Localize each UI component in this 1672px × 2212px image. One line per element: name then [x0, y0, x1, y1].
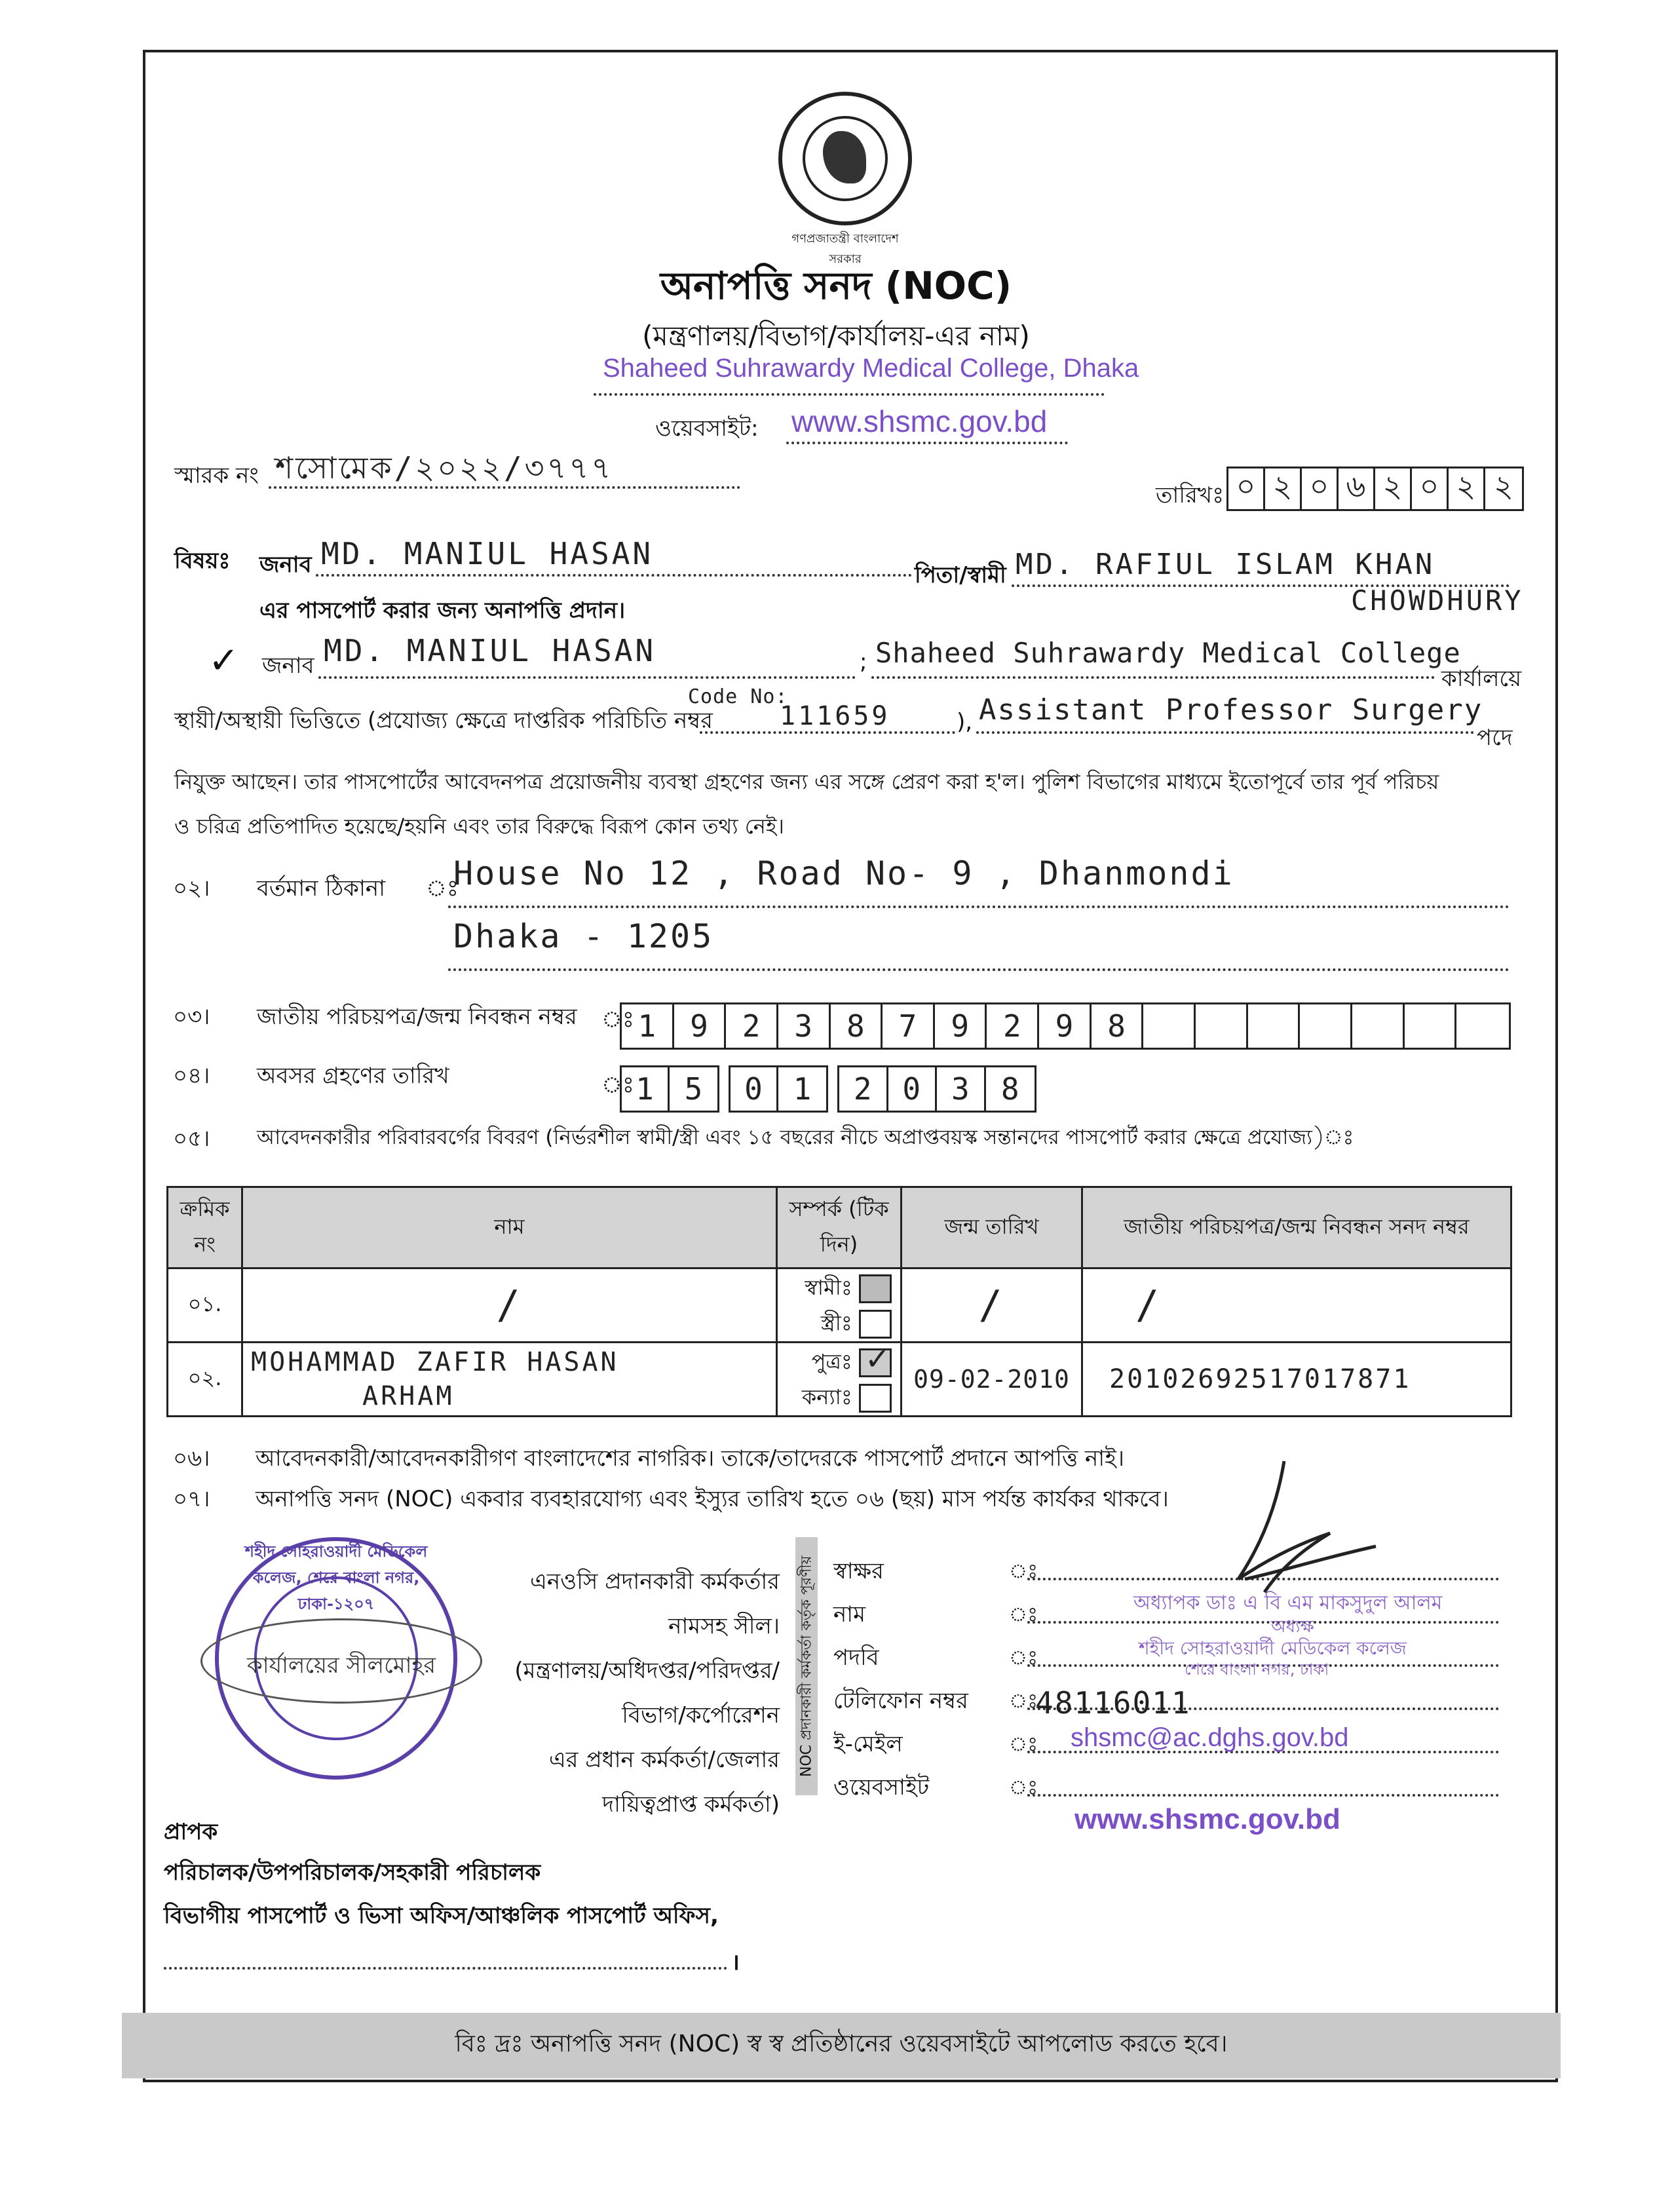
nid-box-6: 7 [883, 1004, 935, 1048]
nid-label: জাতীয় পরিচয়পত্র/জন্ম নিবন্ধন নম্বর [257, 1004, 577, 1030]
nid-box-13 [1248, 1004, 1301, 1048]
row2-dob: 09-02-2010 [902, 1343, 1082, 1417]
nid-box-8: 2 [987, 1004, 1039, 1048]
website-dotline [786, 442, 1068, 444]
address-dotline-2 [448, 968, 1510, 971]
sig-field-label: পদবি [833, 1645, 879, 1671]
office-suffix: কার্যালয়ে [1441, 666, 1522, 692]
retire-label: অবসর গ্রহণের তারিখ [257, 1063, 449, 1089]
recipient-line1: পরিচালক/উপপরিচালক/সহকারী পরিচালক [164, 1859, 541, 1886]
date-box-7: ২ [1449, 468, 1485, 509]
sig-field-label: ই-মেইল [833, 1731, 903, 1757]
sig-field-colon: ঃ [1009, 1560, 1038, 1583]
nid-box-17 [1456, 1004, 1509, 1048]
address-line1: House No 12 , Road No- 9 , Dhanmondi [453, 854, 1234, 892]
date-box-6: ০ [1412, 468, 1449, 509]
col-relation: সম্পর্ক (টিক দিন) [777, 1187, 902, 1268]
row1-relation-cell [777, 1268, 902, 1343]
sig-field-row [833, 1764, 1515, 1803]
nid-box-1: 1 [622, 1004, 674, 1048]
clause-06-num: ০৬। [173, 1445, 210, 1472]
row2-name-cell [242, 1343, 777, 1417]
table-row [168, 1343, 1511, 1417]
emblem-text: গণপ্রজাতন্ত্রী বাংলাদেশ সরকার [791, 232, 899, 266]
body-line3: নিযুক্ত আছেন। তার পাসপোর্টের আবেদনপত্র প্রয়োজনীয় ব্যবস্থা গ্রহণের জন্য এর সঙ্গে প্রেরণ করা হ'ল। পুলিশ বিভাগের মাধ্যমে ইতোপূর্বে তার পূর্ব পরিচয় [174, 769, 1439, 794]
sig-field-colon: ঃ [1009, 1647, 1038, 1669]
col-name: নাম [242, 1187, 777, 1268]
retire-boxes [620, 1065, 1065, 1113]
row1-rel-husband: স্বামীঃ [805, 1275, 852, 1300]
father-dotline [1012, 584, 1510, 587]
website-link[interactable]: www.shsmc.gov.bd [791, 404, 1048, 438]
footer-note: বিঃ দ্রঃ অনাপত্তি সনদ (NOC) স্ব স্ব প্রতিষ্ঠানের ওয়েবসাইটে আপলোড করতে হবে। [455, 2031, 1228, 2057]
nid-box-5: 8 [831, 1004, 883, 1048]
nid-box-3: 2 [726, 1004, 778, 1048]
retire-group-2 [729, 1065, 828, 1113]
nid-box-7: 9 [935, 1004, 987, 1048]
sig-field-dotline [1027, 1794, 1499, 1797]
row1-nid: / [1082, 1268, 1511, 1343]
retire-box-4: 1 [793, 1071, 812, 1107]
stamp-website[interactable]: www.shsmc.gov.bd [1074, 1803, 1340, 1835]
sig-left-line2: নামসহ সীল। [668, 1613, 780, 1639]
husband-checkbox[interactable] [859, 1274, 892, 1303]
body-janab: জনাব [262, 653, 314, 679]
row1-name-cell [242, 1268, 777, 1343]
father-name-line2: CHOWDHURY [1351, 584, 1524, 617]
nid-colon: ঃ [601, 1006, 634, 1033]
body-name: MD. MANIUL HASAN [324, 633, 656, 668]
website-label: ওয়েবসাইট: [655, 415, 759, 442]
nid-box-10: 8 [1092, 1004, 1144, 1048]
retire-box-7: 3 [937, 1067, 986, 1111]
institution-name: Shaheed Suhrawardy Medical College, Dhaka [603, 354, 1139, 383]
sig-field-dotline [1027, 1621, 1499, 1624]
col-nid: জাতীয় পরিচয়পত্র/জন্ম নিবন্ধন সনদ নম্বর [1082, 1187, 1511, 1268]
retire-box-1: 1 [622, 1067, 670, 1111]
date-box-1: ০ [1228, 468, 1265, 509]
body-org: Shaheed Suhrawardy Medical College [875, 637, 1461, 669]
post-suffix: পদে [1477, 725, 1513, 751]
col-serial: ক্রমিক নং [168, 1187, 242, 1268]
date-box-3: ০ [1302, 468, 1339, 509]
recipient-line2: বিভাগীয় পাসপোর্ট ও ভিসা অফিস/আঞ্চলিক পাসপোর্ট অফিস, [164, 1903, 719, 1929]
noc-strip: NOC প্রদানকারী কর্মকর্তা কর্তৃক পূরণীয় [795, 1537, 818, 1795]
retire-box-6: 0 [888, 1067, 938, 1111]
nid-box-14 [1300, 1004, 1352, 1048]
sig-left-line6: দায়িত্বপ্রাপ্ত কর্মকর্তা) [602, 1791, 780, 1818]
family-num: ০৫। [173, 1126, 210, 1152]
body-line4: ও চরিত্র প্রতিপাদিত হয়েছে/হয়নি এবং তার বিরুদ্ধে বিরূপ কোন তথ্য নেই। [174, 814, 784, 839]
retire-group-3 [837, 1065, 1036, 1113]
post-name: Assistant Professor Surgery [979, 693, 1483, 727]
sig-left-line3: (মন্ত্রণালয়/অধিদপ্তর/পরিদপ্তর/ [514, 1658, 780, 1684]
signatory-description [498, 1559, 780, 1827]
address-num: ০২। [173, 875, 210, 902]
sig-left-line1: এনওসি প্রদানকারী কর্মকর্তার [530, 1569, 780, 1595]
body-comma: ; [860, 649, 867, 675]
row2-name: MOHAMMAD ZAFIR HASAN [251, 1347, 619, 1377]
document-subtitle: (মন্ত্রণালয়/বিভাগ/কার্যালয়-এর নাম) [642, 320, 1030, 352]
code-paren: ), [957, 709, 973, 735]
signature-drawing [1166, 1448, 1402, 1605]
row2-serial: ০২. [168, 1343, 242, 1417]
address-line2: Dhaka - 1205 [453, 917, 714, 955]
subject-name: MD. MANIUL HASAN [321, 536, 654, 571]
row2-nid: 20102692517017871 [1082, 1343, 1511, 1417]
sig-field-label: ওয়েবসাইট [833, 1774, 930, 1801]
retire-box-8: 8 [1000, 1071, 1019, 1107]
retire-num: ০৪। [173, 1063, 210, 1089]
footer-note-bar [122, 2013, 1561, 2078]
date-box-4: ৬ [1339, 468, 1375, 509]
father-label: পিতা/স্বামী [915, 562, 1006, 588]
col-dob: জন্ম তারিখ [902, 1187, 1082, 1268]
table-row [168, 1268, 1511, 1343]
nid-box-2: 9 [674, 1004, 727, 1048]
nid-box-4: 3 [778, 1004, 831, 1048]
stamp-name: অধ্যাপক ডাঃ এ বি এম মাকসুদুল আলম [1133, 1592, 1443, 1614]
address-label: বর্তমান ঠিকানা [257, 875, 385, 902]
sig-field-colon: ঃ [1009, 1690, 1038, 1713]
sig-field-label: টেলিফোন নম্বর [833, 1688, 968, 1714]
row2-rel-daughter: কন্যাঃ [801, 1384, 852, 1409]
check-mark-icon: ✓ [208, 639, 239, 682]
row1-dob: / [902, 1268, 1082, 1343]
nid-box-12 [1196, 1004, 1248, 1048]
recipient-line3-end: । [731, 1949, 740, 1975]
recipient-dotline [164, 1967, 727, 1970]
phone-number: 48116011 [1035, 1685, 1191, 1721]
date-label: তারিখঃ [1156, 482, 1225, 508]
nid-num: ০৩। [173, 1004, 210, 1030]
address-dotline-1 [448, 906, 1510, 908]
sig-field-colon: ঃ [1009, 1733, 1038, 1756]
stamp-title: অধ্যক্ষ [1271, 1617, 1314, 1637]
seal-ring-text: শহীদ সোহরাওয়ার্দী মেডিকেল কলেজ, শেরে বাংলা নগর, ঢাকা-১২০৭ [244, 1542, 428, 1613]
nid-box-11 [1143, 1004, 1196, 1048]
sig-left-line5: এর প্রধান কর্মকর্তা/জেলার [548, 1747, 780, 1773]
clause-07-text: অনাপত্তি সনদ (NOC) একবার ব্যবহারযোগ্য এবং ইস্যুর তারিখ হতে ০৬ (ছয়) মাস পর্যন্ত কার্যকর থাকবে। [256, 1486, 1169, 1512]
clause-06-text: আবেদনকারী/আবেদনকারীগণ বাংলাদেশের নাগরিক। তাকে/তাদেরকে পাসপোর্ট প্রদানে আপত্তি নাই। [256, 1445, 1125, 1472]
stamp-org: শহীদ সোহরাওয়ার্দী মেডিকেল কলেজ [1139, 1637, 1407, 1659]
seal-center-text: কার্যালয়ের সীলমোহর [246, 1652, 436, 1679]
daughter-checkbox[interactable] [859, 1384, 892, 1413]
sig-field-label: নাম [833, 1601, 866, 1628]
table-header-row [168, 1187, 1511, 1268]
retire-colon: ঃ [601, 1072, 634, 1098]
ref-label: স্মারক নং [174, 463, 259, 489]
wife-checkbox[interactable] [859, 1310, 892, 1339]
sig-field-colon: ঃ [1009, 1603, 1038, 1626]
ref-number: শসোমেক/২০২২/৩৭৭৭ [275, 450, 614, 486]
recipient-label: প্রাপক [164, 1819, 218, 1845]
subject-name-dotline [316, 574, 912, 577]
row1-rel-wife: স্ত্রীঃ [820, 1310, 852, 1335]
sig-field-colon: ঃ [1009, 1776, 1038, 1799]
code-number: 111659 [780, 701, 890, 731]
date-box-2: ২ [1265, 468, 1302, 509]
subject-line2: এর পাসপোর্ট করার জন্য অনাপত্তি প্রদান। [259, 598, 626, 624]
date-box-8: ২ [1494, 468, 1513, 504]
row1-name: / [496, 1282, 523, 1328]
retire-box-2: 5 [684, 1071, 703, 1107]
document-title: অনাপত্তি সনদ (NOC) [660, 263, 1012, 308]
subject-label: বিষয়ঃ [174, 548, 231, 574]
son-checkbox[interactable] [859, 1348, 892, 1377]
row2-rel-son: পুত্রঃ [811, 1349, 852, 1374]
body-name-dotline [318, 676, 856, 679]
retire-box-3: 0 [731, 1067, 778, 1111]
row2-name2: ARHAM [362, 1381, 455, 1411]
code-label: Code No: [688, 685, 788, 708]
sig-field-label: স্বাক্ষর [833, 1558, 884, 1584]
family-table [166, 1186, 1512, 1417]
post-dotline [976, 731, 1474, 734]
nid-boxes [620, 1002, 1511, 1050]
subject-janab: জনাব [259, 552, 312, 578]
row1-serial: ০১. [168, 1268, 242, 1343]
email-address[interactable]: shsmc@ac.dghs.gov.bd [1071, 1723, 1349, 1752]
family-label: আবেদনকারীর পরিবারবর্গের বিবরণ (নির্ভরশীল স্বামী/স্ত্রী এবং ১৫ বছরের নীচে অপ্রাপ্তবয়স্ক সন্তানদের পাসপোর্ট করার ক্ষেত্রে প্রযোজ্য)ঃ [257, 1126, 1354, 1149]
code-dotline [700, 731, 955, 734]
address-colon: ঃ [426, 875, 459, 902]
clause-07-num: ০৭। [173, 1486, 210, 1512]
retire-group-1 [620, 1065, 719, 1113]
father-name: MD. RAFIUL ISLAM KHAN [1016, 548, 1435, 581]
retire-box-5: 2 [839, 1067, 888, 1111]
sig-left-line4: বিভাগ/কর্পোরেশন [622, 1702, 780, 1728]
date-boxes [1226, 467, 1524, 511]
body-line2: স্থায়ী/অস্থায়ী ভিত্তিতে (প্রযোজ্য ক্ষেত্রে দাপ্তরিক পরিচিতি নম্বর [174, 708, 713, 734]
row2-relation-cell [777, 1343, 902, 1417]
ref-dotline [269, 486, 740, 489]
body-org-dotline [871, 676, 1435, 679]
stamp-place: শেরে বাংলা নগর, ঢাকা [1185, 1660, 1329, 1679]
nid-box-9: 9 [1039, 1004, 1092, 1048]
nid-box-16 [1405, 1004, 1457, 1048]
date-box-5: ২ [1375, 468, 1412, 509]
institution-dotline [594, 393, 1105, 396]
nid-box-15 [1352, 1004, 1405, 1048]
